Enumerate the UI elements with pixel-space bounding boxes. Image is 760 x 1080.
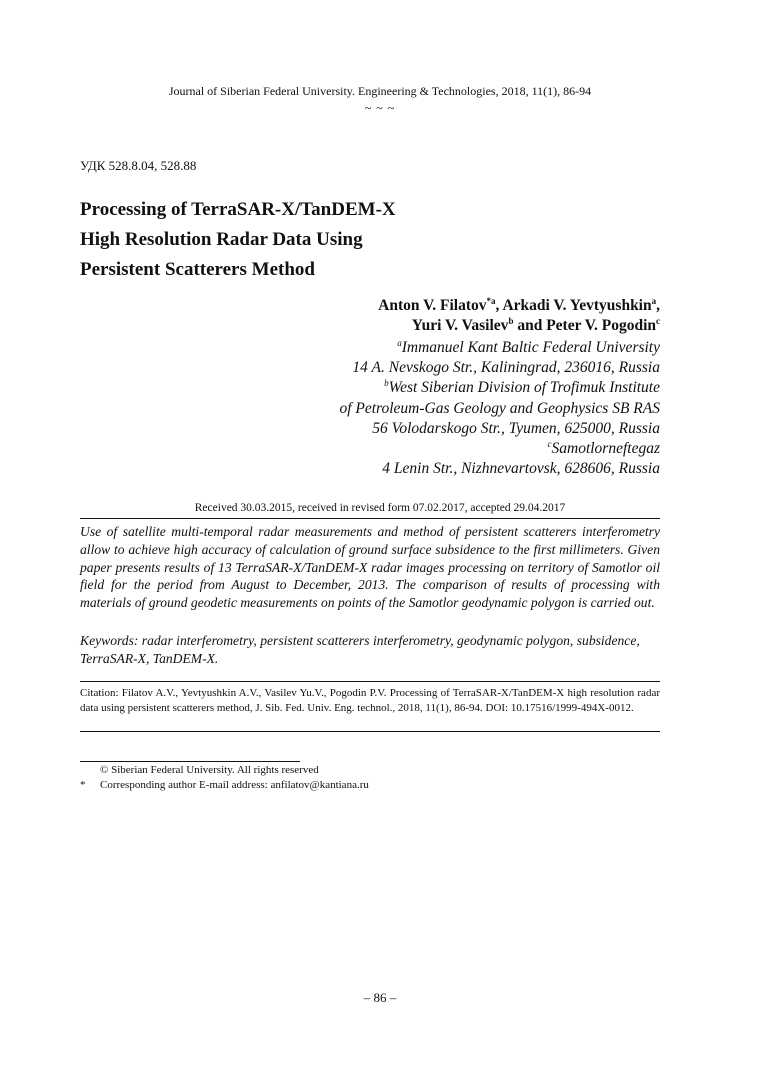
udk-code: УДК 528.8.04, 528.88 <box>80 158 197 173</box>
page-number: – 86 – <box>363 990 397 1005</box>
copyright-text: © Siberian Federal University. All rights reserved <box>100 764 319 776</box>
author-yevtyushkin: Arkadi V. Yevtyushkin <box>502 297 652 314</box>
affiliation-c-name <box>339 439 660 459</box>
affiliation-a-address: 14 A. Nevskogo Str., Kaliningrad, 236016, Russia <box>352 359 660 377</box>
affiliation-b-address: 56 Volodarskogo Str., Tyumen, 625000, Russia <box>372 419 660 437</box>
author-line-1 <box>378 296 660 316</box>
affiliation-a-text: Immanuel Kant Baltic Federal University <box>401 339 660 356</box>
paper-title <box>80 195 396 285</box>
author-filatov-sup: *a <box>486 295 496 306</box>
author-list <box>378 296 660 336</box>
keywords: Keywords: radar interferometry, persistent scatterers interferometry, geodynamic polygon, subsidence, TerraSAR-X, TanDEM-X. <box>80 633 640 666</box>
author-pogodin: Peter V. Pogodin <box>546 317 656 334</box>
affiliation-a-name <box>339 338 660 358</box>
author-vasilev-sup: b <box>508 315 514 326</box>
corresponding-author-text: Corresponding author E-mail address: anfilatov@kantiana.ru <box>100 779 369 791</box>
citation-bottom-rule <box>80 731 660 732</box>
affiliations <box>339 338 660 479</box>
abstract: Use of satellite multi-temporal radar measurements and method of persistent scatterers interferometry allow to achieve high accuracy of calculation of ground surface subsidence to the first millimeters. Given paper presents results of 13 TerraSAR-X/TanDEM-X radar images processing on territory of Samotlor oil field for the period from August to December, 2013. The comparison of results of processing with materials of ground geodetic measurements on points of the Samotlor geodynamic polygon is carried out. <box>80 524 660 611</box>
citation-top-rule <box>80 681 660 682</box>
author-pogodin-sup: c <box>656 315 660 326</box>
title-line-3: Persistent Scatterers Method <box>80 259 315 280</box>
footnote-star: * <box>80 779 86 791</box>
author-and: and <box>513 317 547 334</box>
footnote-copyright <box>80 763 319 778</box>
received-dates: Received 30.03.2015, received in revised form 07.02.2017, accepted 29.04.2017 <box>194 502 566 514</box>
author-separator: , <box>656 297 660 314</box>
author-separator: , <box>495 297 503 314</box>
affiliation-a-sup: a <box>397 337 402 348</box>
affiliation-c-text: Samotlorneftegaz <box>551 440 660 458</box>
footnote-rule <box>80 761 300 762</box>
header-ornament: ~ ~ ~ <box>364 101 396 115</box>
affiliation-b-name <box>339 378 660 398</box>
affiliation-c-sup: c <box>547 438 552 449</box>
title-line-2: High Resolution Radar Data Using <box>80 229 363 250</box>
author-line-2 <box>378 316 660 336</box>
affiliation-b-text: West Siberian Division of Trofimuk Institute <box>388 379 660 397</box>
footnote-corresponding <box>80 778 369 793</box>
running-head: Journal of Siberian Federal University. Engineering & Technologies, 2018, 11(1), 86-94 <box>168 84 592 98</box>
affiliation-c-address: 4 Lenin Str., Nizhnevartovsk, 628606, Russia <box>382 460 660 478</box>
author-vasilev: Yuri V. Vasilev <box>411 317 509 334</box>
affiliation-b-name-2: of Petroleum-Gas Geology and Geophysics SB RAS <box>339 399 660 417</box>
abstract-top-rule <box>80 518 660 519</box>
author-filatov: Anton V. Filatov <box>378 297 487 314</box>
affiliation-b-sup: b <box>384 378 389 389</box>
author-yevtyushkin-sup: a <box>651 295 657 306</box>
title-line-1: Processing of TerraSAR-X/TanDEM-X <box>80 199 396 220</box>
citation: Citation: Filatov A.V., Yevtyushkin A.V., Vasilev Yu.V., Pogodin P.V. Processing of TerraSAR-X/TanDEM-X high resolution radar data using persistent scatterers method, J. Sib. Fed. Univ. Eng. technol., 2018, 11(1), 86-94. DOI: 10.17516/1999-494X-0012. <box>80 687 660 714</box>
